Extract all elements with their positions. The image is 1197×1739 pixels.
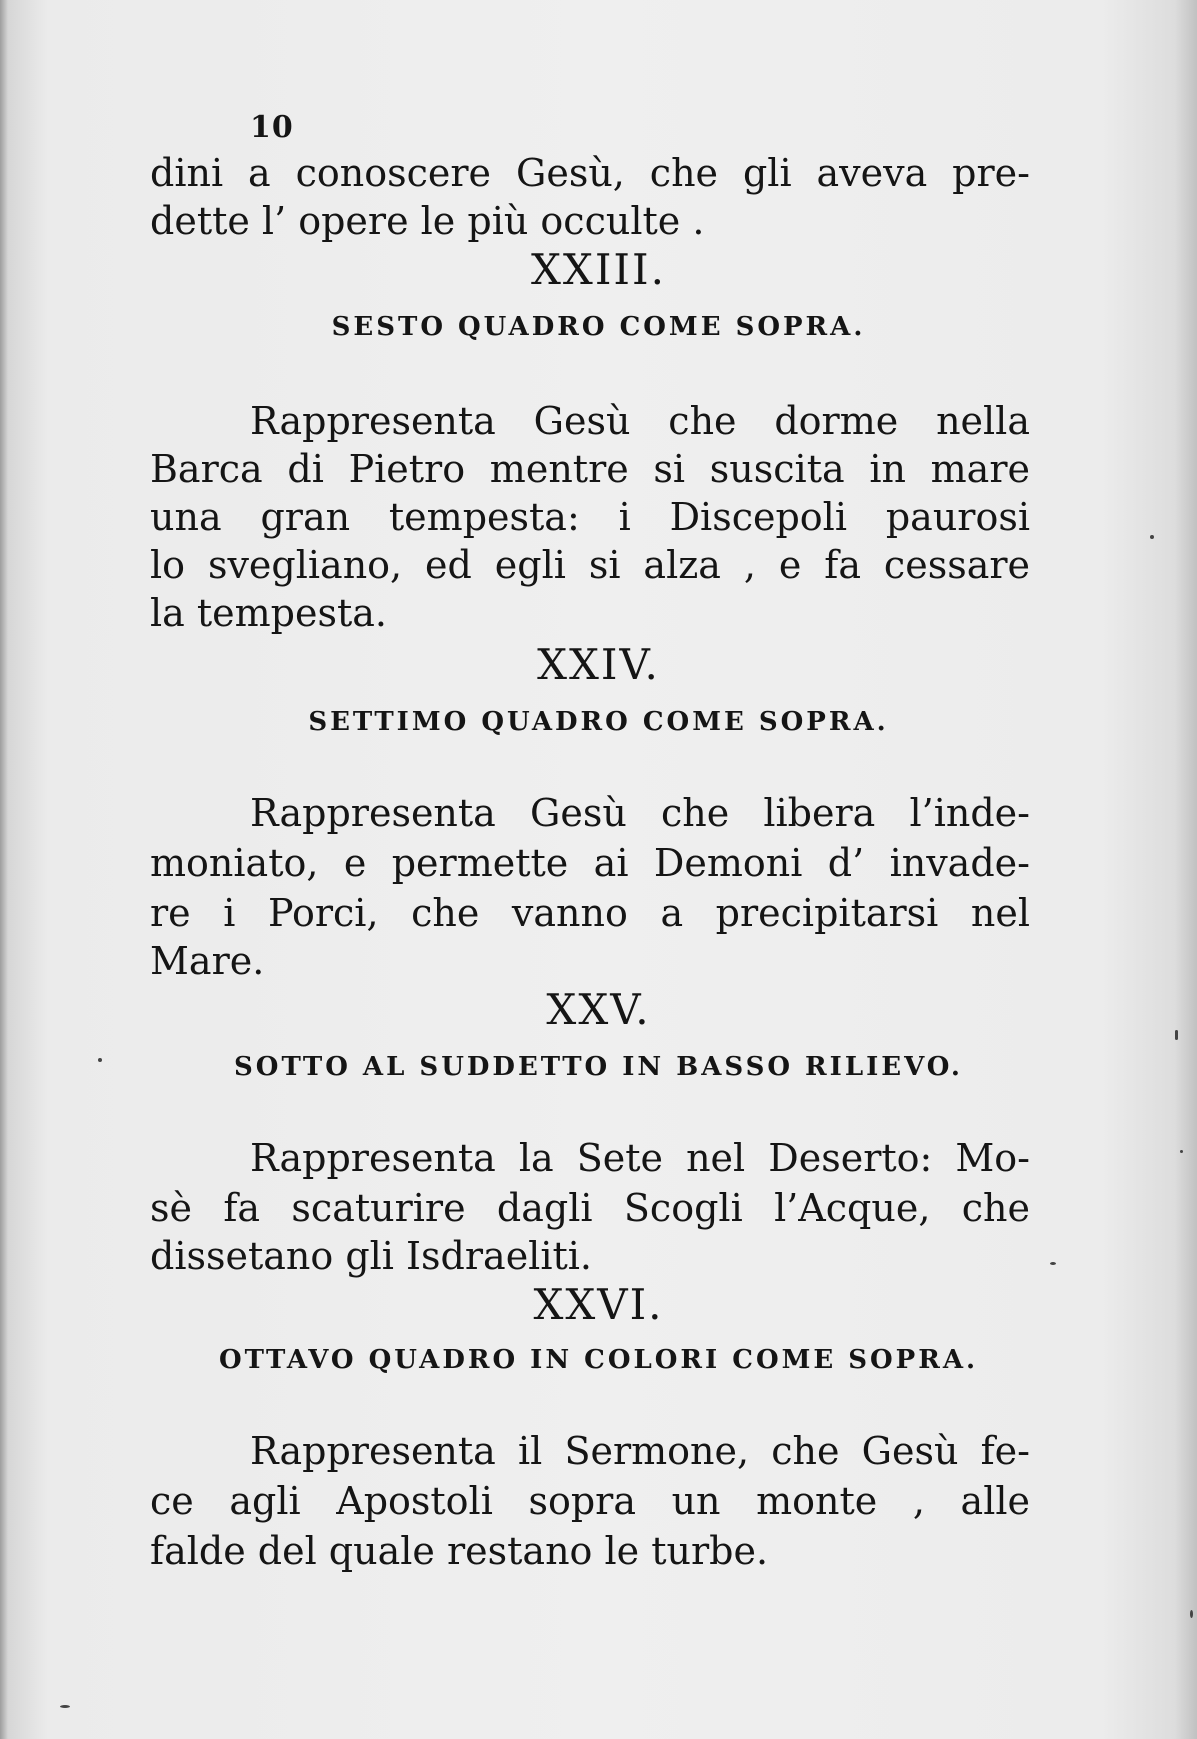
scan-speck (60, 1705, 70, 1708)
paragraph-line: lo svegliano, ed egli si alza , e fa cessare (150, 543, 1030, 587)
page-number: 10 (250, 110, 294, 145)
carryover-line: dette l’ opere le più occulte . (150, 199, 705, 243)
paragraph-line: Rappresenta Gesù che libera l’inde- (250, 791, 1030, 835)
section-heading: SETTIMO QUADRO COME SOPRA. (308, 707, 889, 737)
paragraph-line: una gran tempesta: i Discepoli paurosi (150, 495, 1030, 539)
scan-speck (1180, 1150, 1183, 1153)
paragraph-line: Rappresenta il Sermone, che Gesù fe- (250, 1429, 1030, 1473)
paragraph-line: la tempesta. (150, 591, 387, 635)
section-numeral: XXIV. (537, 640, 660, 689)
paragraph-line: Rappresenta Gesù che dorme nella (250, 399, 1030, 443)
paragraph-line: re i Porci, che vanno a precipitarsi nel (150, 891, 1030, 935)
section-numeral: XXIII. (531, 245, 666, 294)
paragraph-line: Barca di Pietro mentre si suscita in mare (150, 447, 1030, 491)
carryover-line: dini a conoscere Gesù, che gli aveva pre- (150, 151, 1030, 195)
section-numeral: XXV. (546, 985, 651, 1034)
scan-speck (1050, 1262, 1056, 1265)
section-heading: SOTTO AL SUDDETTO IN BASSO RILIEVO. (234, 1052, 963, 1082)
paragraph-line: falde del quale restano le turbe. (150, 1529, 769, 1573)
scan-speck (1190, 1610, 1193, 1618)
paragraph-line: Mare. (150, 939, 265, 983)
section-heading: SESTO QUADRO COME SOPRA. (331, 312, 866, 342)
paragraph-line: dissetano gli Isdraeliti. (150, 1234, 592, 1278)
paragraph-line: sè fa scaturire dagli Scogli l’Acque, che (150, 1186, 1030, 1230)
scan-speck (1175, 1030, 1178, 1040)
scan-speck (98, 1058, 102, 1062)
scan-speck (1150, 535, 1154, 539)
section-numeral: XXVI. (533, 1280, 664, 1329)
paragraph-line: ce agli Apostoli sopra un monte , alle (150, 1479, 1030, 1523)
paragraph-line: moniato, e permette ai Demoni d’ invade- (150, 841, 1030, 885)
section-heading: OTTAVO QUADRO IN COLORI COME SOPRA. (218, 1345, 979, 1375)
paragraph-line: Rappresenta la Sete nel Deserto: Mo- (250, 1136, 1030, 1180)
